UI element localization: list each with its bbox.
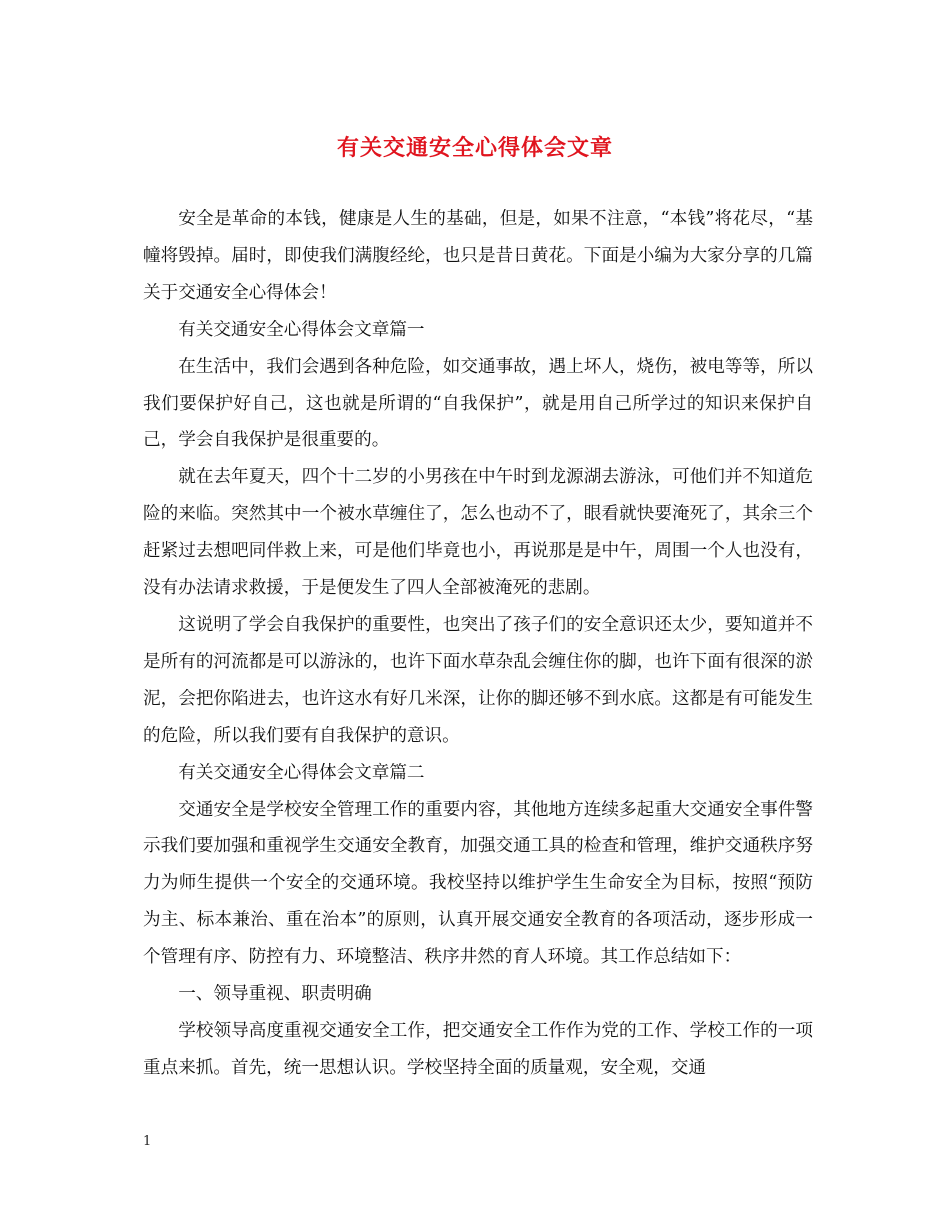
document-body [143, 201, 813, 1087]
paragraph-lesson: 这说明了学会自我保护的重要性，也突出了孩子们的安全意识还太少，要知道并不是所有的河流都是可以游泳的，也许下面水草杂乱会缠住你的脚，也许下面有很深的淤泥，会把你陷进去，也许这水有好几米深，让你的脚还够不到水底。这都是有可能发生的危险，所以我们要有自我保护的意识。 [143, 614, 813, 746]
paragraph-drowning-story: 就在去年夏天，四个十二岁的小男孩在中午时到龙源湖去游泳，可他们并不知道危险的来临。突然其中一个被水草缠住了，怎么也动不了，眼看就快要淹死了，其余三个赶紧过去想吧同伴救上来，可是他们毕竟也小，再说那是是中午，周围一个人也没有，没有办法请求救援，于是便发生了四人全部被淹死的悲剧。 [143, 467, 813, 599]
section-heading-part-two: 有关交通安全心得体会文章篇二 [178, 762, 425, 783]
subheading-leadership: 一、领导重视、职责明确 [178, 984, 372, 1005]
page-title: 有关交通安全心得体会文章 [336, 135, 613, 161]
paragraph-leadership: 学校领导高度重视交通安全工作，把交通安全工作作为党的工作、学校工作的一项重点来抓。首先，统一思想认识。学校坚持全面的质量观，安全观，交通 [143, 1020, 813, 1078]
section-heading-part-one: 有关交通安全心得体会文章篇一 [178, 319, 425, 340]
paragraph-intro: 安全是革命的本钱，健康是人生的基础，但是，如果不注意，“本钱”将花尽，“基幢将毁掉。届时，即使我们满腹经纶，也只是昔日黄花。下面是小编为大家分享的几篇关于交通安全心得体会！ [143, 209, 813, 303]
paragraph-school-safety: 交通安全是学校安全管理工作的重要内容，其他地方连续多起重大交通安全事件警示我们要加强和重视学生交通安全教育，加强交通工具的检查和管理，维护交通秩序努力为师生提供一个安全的交通环境。我校坚持以维护学生生命安全为目标，按照“预防为主、标本兼治、重在治本”的原则，认真开展交通安全教育的各项活动，逐步形成一个管理有序、防控有力、环境整洁、秩序井然的育人环境。其工作总结如下： [143, 799, 813, 968]
paragraph-self-protection: 在生活中，我们会遇到各种危险，如交通事故，遇上坏人，烧伤，被电等等，所以我们要保护好自己，这也就是所谓的“自我保护”，就是用自己所学过的知识来保护自己，学会自我保护是很重要的。 [143, 356, 813, 451]
page-number: 1 [143, 1134, 152, 1149]
